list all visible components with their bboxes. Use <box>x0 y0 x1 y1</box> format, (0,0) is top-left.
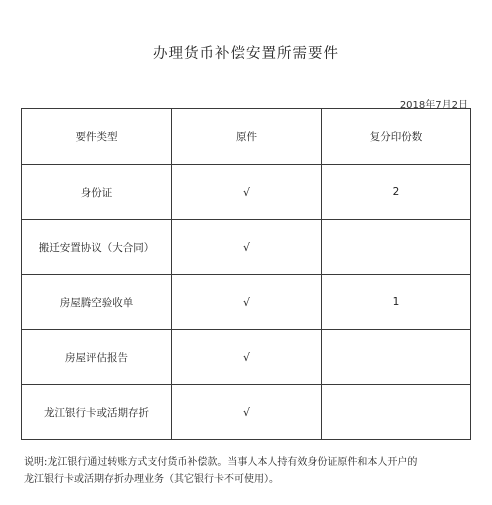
cell-original-check: √ <box>172 275 322 330</box>
cell-doc-type: 搬迁安置协议（大合同） <box>22 220 172 275</box>
note-line-1: 说明:龙江银行通过转账方式支付货币补偿款。当事人本人持有效身份证原件和本人开户的 <box>24 457 418 468</box>
cell-doc-type: 房屋腾空验收单 <box>22 275 172 330</box>
cell-copies: 1 <box>322 275 471 330</box>
cell-copies <box>322 330 471 385</box>
cell-doc-type: 房屋评估报告 <box>22 330 172 385</box>
header-doc-type: 要件类型 <box>22 109 172 165</box>
table-row <box>22 275 471 330</box>
requirements-table <box>21 108 471 440</box>
table-row <box>22 330 471 385</box>
cell-copies: 2 <box>322 165 471 220</box>
cell-doc-type: 身份证 <box>22 165 172 220</box>
cell-original-check: √ <box>172 330 322 385</box>
table-row <box>22 220 471 275</box>
document-title: 办理货币补偿安置所需要件 <box>153 46 339 62</box>
cell-original-check: √ <box>172 165 322 220</box>
cell-original-check: √ <box>172 220 322 275</box>
cell-copies <box>322 385 471 440</box>
cell-original-check: √ <box>172 385 322 440</box>
header-original: 原件 <box>172 109 322 165</box>
cell-copies <box>322 220 471 275</box>
table-row <box>22 385 471 440</box>
table-header-row <box>22 109 471 165</box>
note-text <box>24 454 474 488</box>
header-copies: 复分印份数 <box>322 109 471 165</box>
note-line-2: 龙江银行卡或活期存折办理业务（其它银行卡不可使用）。 <box>24 474 279 485</box>
cell-doc-type: 龙江银行卡或活期存折 <box>22 385 172 440</box>
document-date: 2018年7月2日 <box>399 100 468 111</box>
table-row <box>22 165 471 220</box>
